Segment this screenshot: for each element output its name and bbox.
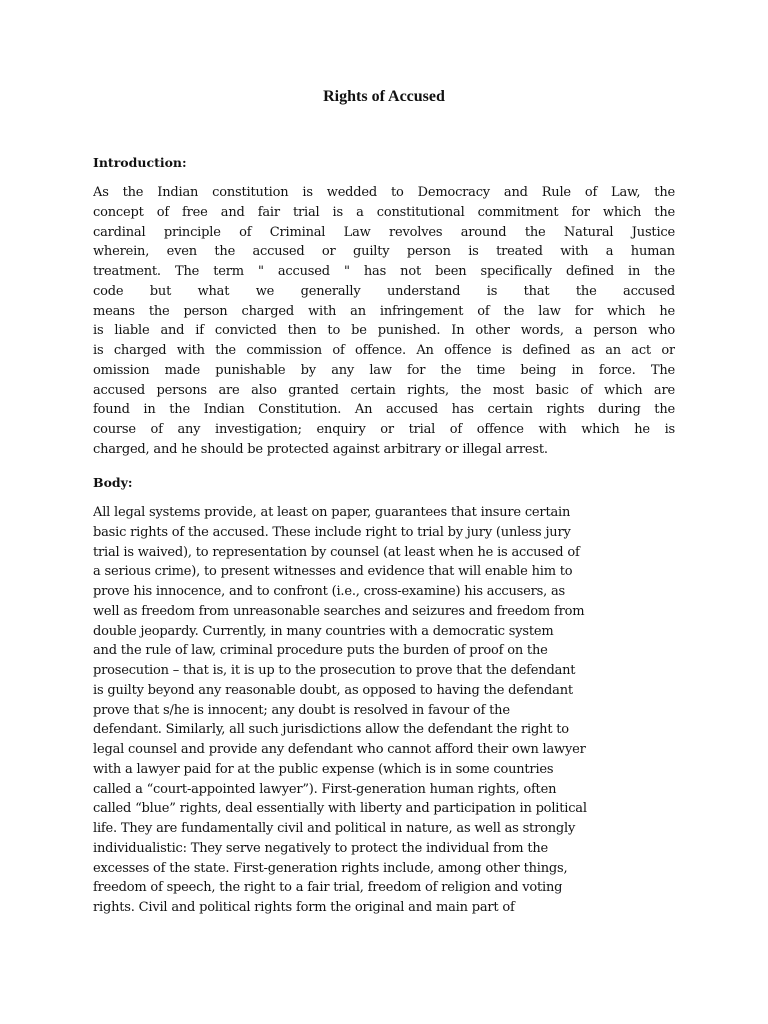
body-line: with a lawyer paid for at the public expense (which is in some countries [93,761,554,777]
body-heading: Body: [93,475,133,490]
body-paragraph [93,503,675,918]
body-line: called “blue” rights, deal essentially with liberty and participation in political [93,801,587,817]
body-line: basic rights of the accused. These include right to trial by jury (unless jury [93,524,571,540]
intro-line: treatment. The term " accused " has not been specifically defined in the [93,264,675,279]
body-line: double jeopardy. Currently, in many countries with a democratic system [93,623,554,639]
body-line: prove that s/he is innocent; any doubt is resolved in favour of the [93,702,510,718]
intro-line: is charged with the commission of offence. An offence is defined as an act or [93,343,675,358]
intro-line: found in the Indian Constitution. An accused has certain rights during the [93,402,675,418]
body-line: and the rule of law, criminal procedure puts the burden of proof on the [93,643,548,659]
intro-line: wherein, even the accused or guilty person is treated with a human [93,244,675,260]
intro-line: charged, and he should be protected against arbitrary or illegal arrest. [93,441,548,457]
body-line: trial is waived), to representation by counsel (at least when he is accused of [93,544,580,560]
body-line: called a “court-appointed lawyer”). First-generation human rights, often [93,781,557,797]
body-line: prove his innocence, and to confront (i.e., cross-examine) his accusers, as [93,584,565,599]
intro-line: course of any investigation; enquiry or trial of offence with which he is [93,422,675,437]
body-line: a serious crime), to present witnesses and evidence that will enable him to [93,564,573,580]
intro-line: cardinal principle of Criminal Law revolves around the Natural Justice [93,224,675,240]
body-line: rights. Civil and political rights form the original and main part of [93,900,515,915]
intro-line: code but what we generally understand is that the accused [93,283,675,299]
body-line: individualistic: They serve negatively to protect the individual from the [93,840,549,856]
intro-line: is liable and if convicted then to be punished. In other words, a person who [93,323,675,339]
body-line: excesses of the state. First-generation rights include, among other things, [93,860,568,876]
intro-line: accused persons are also granted certain rights, the most basic of which are [93,382,675,398]
intro-line: As the Indian constitution is wedded to Democracy and Rule of Law, the [93,185,675,200]
body-line: is guilty beyond any reasonable doubt, as opposed to having the defendant [93,682,573,698]
intro-line: omission made punishable by any law for the time being in force. The [93,362,675,378]
body-line: defendant. Similarly, all such jurisdictions allow the defendant the right to [93,722,569,738]
introduction-heading: Introduction: [93,155,187,170]
body-line: prosecution – that is, it is up to the prosecution to prove that the defendant [93,663,576,678]
body-line: All legal systems provide, at least on paper, guarantees that insure certain [93,505,571,520]
intro-line: concept of free and fair trial is a constitutional commitment for which the [93,204,675,220]
document-title: Rights of Accused [323,88,445,105]
introduction-paragraph [93,183,675,460]
body-line: freedom of speech, the right to a fair trial, freedom of religion and voting [93,880,563,896]
body-line: life. They are fundamentally civil and political in nature, as well as strongly [93,821,576,836]
intro-line: means the person charged with an infringement of the law for which he [93,303,675,319]
body-line: legal counsel and provide any defendant who cannot afford their own lawyer [93,742,586,757]
body-line: well as freedom from unreasonable searches and seizures and freedom from [93,603,585,619]
